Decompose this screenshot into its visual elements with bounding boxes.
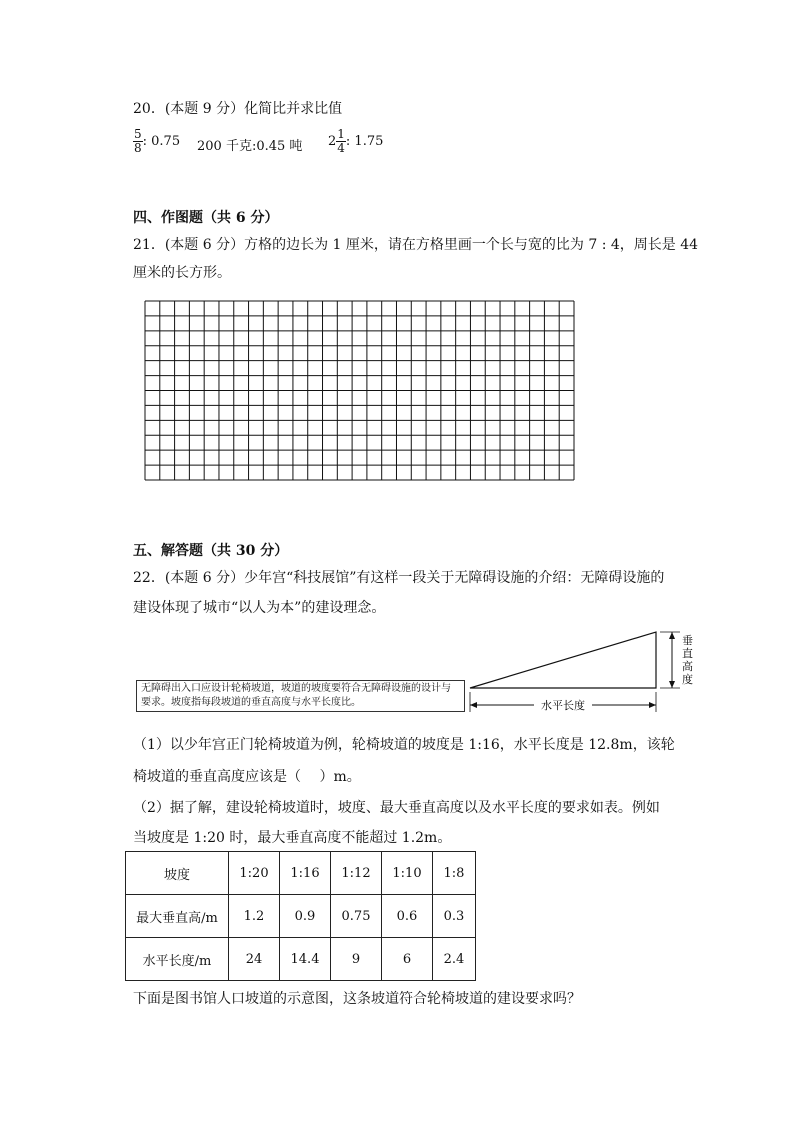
table-cell: 1.2 — [229, 895, 280, 938]
height-arrow-top — [669, 632, 675, 639]
table-cell: 1:10 — [382, 852, 433, 895]
q21-text-line-1: 21．(本题 6 分）方格的边长为 1 厘米，请在方格里画一个长与宽的比为 7 : 4，周长是 44 — [133, 237, 699, 253]
table-cell: 水平长度/m — [126, 938, 229, 981]
table-row — [126, 895, 476, 938]
ramp-requirements-table — [125, 851, 476, 981]
table-cell: 24 — [229, 938, 280, 981]
table-row — [126, 938, 476, 981]
table-cell: 1:12 — [331, 852, 382, 895]
vertical-label-char-1: 垂 — [682, 634, 693, 647]
table-cell: 最大垂直高/m — [126, 895, 229, 938]
fraction — [133, 128, 143, 155]
table-cell: 0.9 — [280, 895, 331, 938]
section-5-title: 五、解答题（共 30 分） — [133, 543, 289, 559]
fraction — [336, 128, 346, 155]
square-grid[interactable] — [144, 300, 575, 481]
table-cell: 0.6 — [382, 895, 433, 938]
vertical-label-char-3: 高 — [682, 660, 693, 673]
vertical-label-char-4: 度 — [682, 673, 693, 686]
table-cell: 6 — [382, 938, 433, 981]
table-cell: 14.4 — [280, 938, 331, 981]
width-arrow-right — [649, 702, 656, 708]
q21-text-line-2: 厘米的长方形。 — [133, 265, 231, 281]
q22-text-line-2: 建设体现了城市“以人为本”的建设理念。 — [133, 600, 386, 616]
table-row — [126, 852, 476, 895]
fraction-denominator: 4 — [337, 141, 345, 155]
q20-expression-3 — [328, 128, 383, 155]
table-cell: 1:20 — [229, 852, 280, 895]
q20-expression-2: 200 千克:0.45 吨 — [197, 139, 303, 154]
table-cell: 0.3 — [433, 895, 476, 938]
width-arrow-left — [470, 702, 477, 708]
q22-part-2-line-1: （2）据了解，建设轮椅坡道时，坡度、最大垂直高度以及水平长度的要求如表。例如 — [133, 800, 660, 816]
mixed-whole: 2 — [328, 134, 337, 149]
q20-heading: 20．(本题 9 分）化简比并求比值 — [133, 101, 343, 117]
vertical-label-char-2: 直 — [682, 647, 693, 660]
table-cell: 9 — [331, 938, 382, 981]
q20-expression-1 — [133, 128, 180, 155]
table-cell: 1:16 — [280, 852, 331, 895]
fraction-numerator: 1 — [337, 127, 345, 141]
q22-text-line-1: 22．(本题 6 分）少年宫“科技展馆”有这样一段关于无障碍设施的介绍：无障碍设施的 — [133, 570, 665, 586]
horizontal-length-label: 水平长度 — [541, 699, 585, 712]
accessibility-note-box: 无障碍出入口应设计轮椅坡道，坡道的坡度要符合无障碍设施的设计与要求。坡度指每段坡道的垂直高度与水平长度比。 — [136, 680, 465, 712]
q22-part-1-line-2: 椅坡道的垂直高度应该是（ ）m。 — [133, 769, 361, 785]
table-cell: 1:8 — [433, 852, 476, 895]
table-cell: 2.4 — [433, 938, 476, 981]
section-4-title: 四、作图题（共 6 分） — [133, 210, 279, 226]
fraction-numerator: 5 — [134, 127, 142, 141]
table-cell: 0.75 — [331, 895, 382, 938]
ratio-rest: : 0.75 — [142, 134, 181, 149]
fraction-denominator: 8 — [134, 141, 142, 155]
q22-part-1-line-1: （1）以少年宫正门轮椅坡道为例，轮椅坡道的坡度是 1:16，水平长度是 12.8m，该轮 — [133, 737, 675, 753]
height-arrow-bottom — [669, 681, 675, 688]
q22-closing-question: 下面是图书馆人口坡道的示意图，这条坡道符合轮椅坡道的建设要求吗？ — [133, 991, 581, 1007]
ramp-diagram — [460, 626, 700, 718]
q22-part-2-line-2: 当坡度是 1:20 时，最大垂直高度不能超过 1.2m。 — [133, 830, 452, 846]
ramp-triangle — [470, 632, 656, 688]
table-cell: 坡度 — [126, 852, 229, 895]
ratio-rest: : 1.75 — [345, 134, 384, 149]
